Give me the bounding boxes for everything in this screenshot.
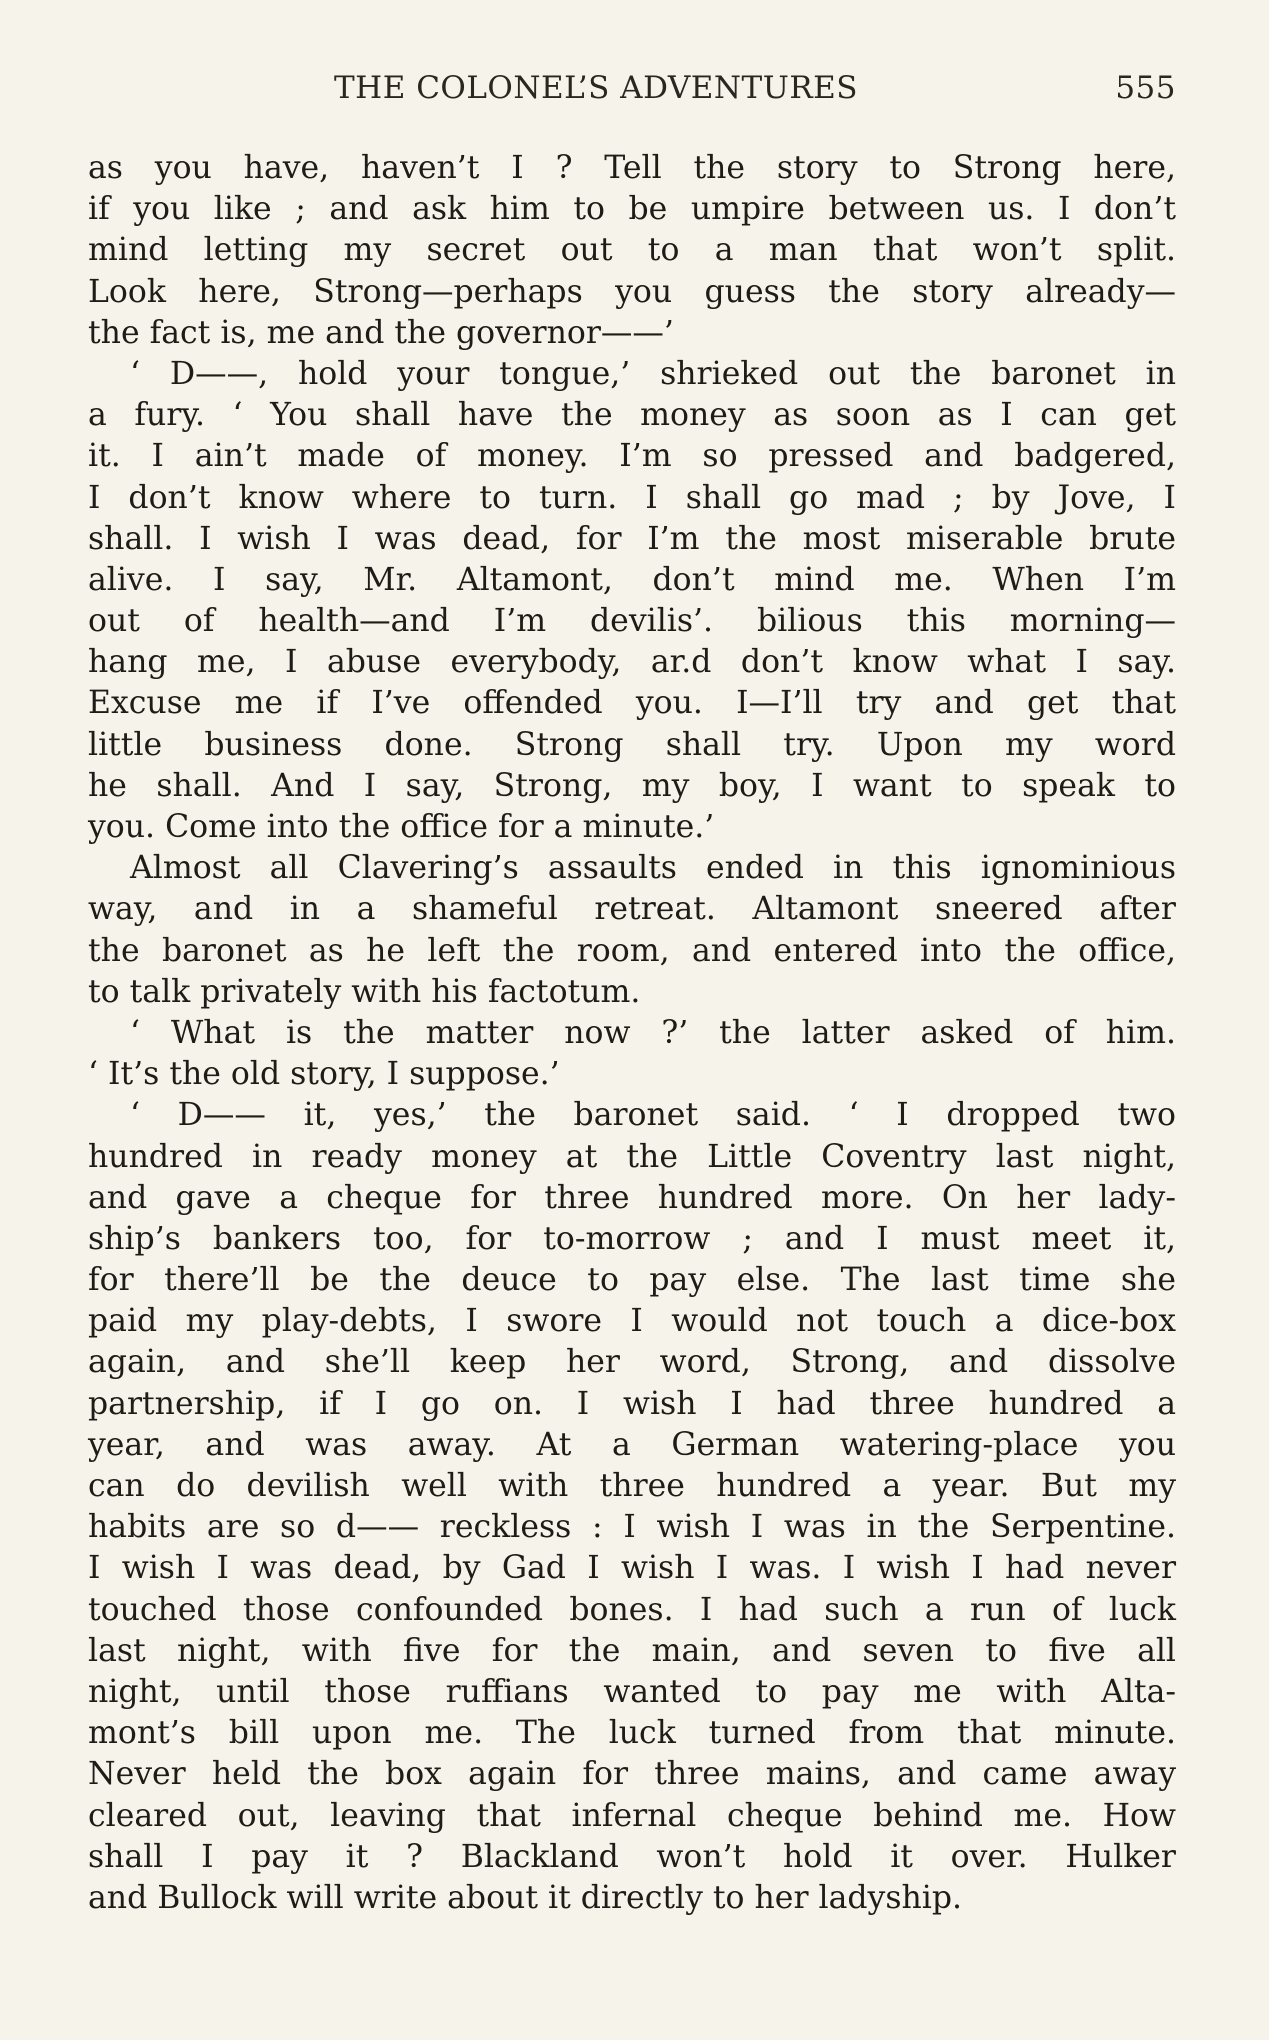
text-line: ‘ What is the matter now ?’ the latter asked of him. xyxy=(130,1014,1176,1051)
text-line: out of health—and I’m devilis’. bilious this morning— xyxy=(88,603,1176,640)
text-line: to talk privately with his factotum. xyxy=(88,973,641,1010)
text-line: night, until those ruffians wanted to pay me with Alta- xyxy=(88,1673,1176,1710)
text-line: hundred in ready money at the Little Coventry last night, xyxy=(88,1138,1176,1175)
text-line: for there’ll be the deuce to pay else. The last time she xyxy=(88,1262,1176,1299)
text-line: Excuse me if I’ve offended you. I—I’ll try and get that xyxy=(88,685,1176,722)
text-line: he shall. And I say, Strong, my boy, I want to speak to xyxy=(88,767,1176,804)
text-line: mind letting my secret out to a man that won’t split. xyxy=(88,232,1176,269)
text-line: if you like ; and ask him to be umpire between us. I don’t xyxy=(88,191,1176,228)
text-line: shall I pay it ? Blackland won’t hold it over. Hulker xyxy=(88,1838,1176,1875)
text-line: alive. I say, Mr. Altamont, don’t mind me. When I’m xyxy=(88,561,1176,598)
text-line: ‘ D—— it, yes,’ the baronet said. ‘ I dropped two xyxy=(130,1097,1176,1134)
text-line: and Bullock will write about it directly to her ladyship. xyxy=(88,1879,963,1916)
running-head: THE COLONEL’S ADVENTURES xyxy=(334,70,859,106)
text-line: as you have, haven’t I ? Tell the story to Strong here, xyxy=(88,150,1176,186)
text-line: it. I ain’t made of money. I’m so pressed and badgered, xyxy=(88,438,1176,475)
page-number: 555 xyxy=(1115,70,1176,106)
text-line: you. Come into the office for a minute.’ xyxy=(88,809,715,845)
text-line: touched those confounded bones. I had such a run of luck xyxy=(88,1591,1176,1628)
body-text xyxy=(88,148,1176,1919)
text-line: year, and was away. At a German watering-place you xyxy=(88,1426,1176,1463)
text-line: Never held the box again for three mains, and came away xyxy=(88,1756,1176,1793)
text-line: little business done. Strong shall try. Upon my word xyxy=(88,726,1176,763)
text-line: and gave a cheque for three hundred more. On her lady- xyxy=(88,1179,1176,1216)
text-line: can do devilish well with three hundred a year. But my xyxy=(88,1468,1176,1504)
text-line: I wish I was dead, by Gad I wish I was. I wish I had never xyxy=(88,1550,1176,1587)
text-line: mont’s bill upon me. The luck turned from that minute. xyxy=(88,1715,1176,1752)
text-line: Look here, Strong—perhaps you guess the story already— xyxy=(88,273,1176,310)
text-line: cleared out, leaving that infernal cheque behind me. How xyxy=(88,1797,1176,1834)
text-line: way, and in a shameful retreat. Altamont sneered after xyxy=(88,891,1176,928)
text-line: I don’t know where to turn. I shall go mad ; by Jove, I xyxy=(88,479,1176,516)
text-line: shall. I wish I was dead, for I’m the most miserable brute xyxy=(88,520,1176,557)
text-line: hang me, I abuse everybody, ar.d don’t know what I say. xyxy=(88,644,1176,681)
text-line: paid my play-debts, I swore I would not touch a dice-box xyxy=(88,1303,1176,1340)
text-line: the fact is, me and the governor——’ xyxy=(88,314,674,351)
text-line: again, and she’ll keep her word, Strong, and dissolve xyxy=(88,1344,1176,1381)
text-line: the baronet as he left the room, and entered into the office, xyxy=(88,932,1176,969)
text-line: habits are so d—— reckless : I wish I was in the Serpentine. xyxy=(88,1509,1176,1546)
text-line: last night, with five for the main, and seven to five all xyxy=(88,1632,1176,1669)
text-line: Almost all Clavering’s assaults ended in this ignominious xyxy=(130,850,1176,887)
text-line: ship’s bankers too, for to-morrow ; and I must meet it, xyxy=(88,1220,1176,1257)
text-line: ‘ D——, hold your tongue,’ shrieked out the baronet in xyxy=(130,355,1176,392)
page-header xyxy=(88,70,1176,114)
text-line: a fury. ‘ You shall have the money as soon as I can get xyxy=(88,397,1176,434)
text-line: ‘ It’s the old story, I suppose.’ xyxy=(88,1056,560,1093)
text-line: partnership, if I go on. I wish I had three hundred a xyxy=(88,1385,1176,1422)
